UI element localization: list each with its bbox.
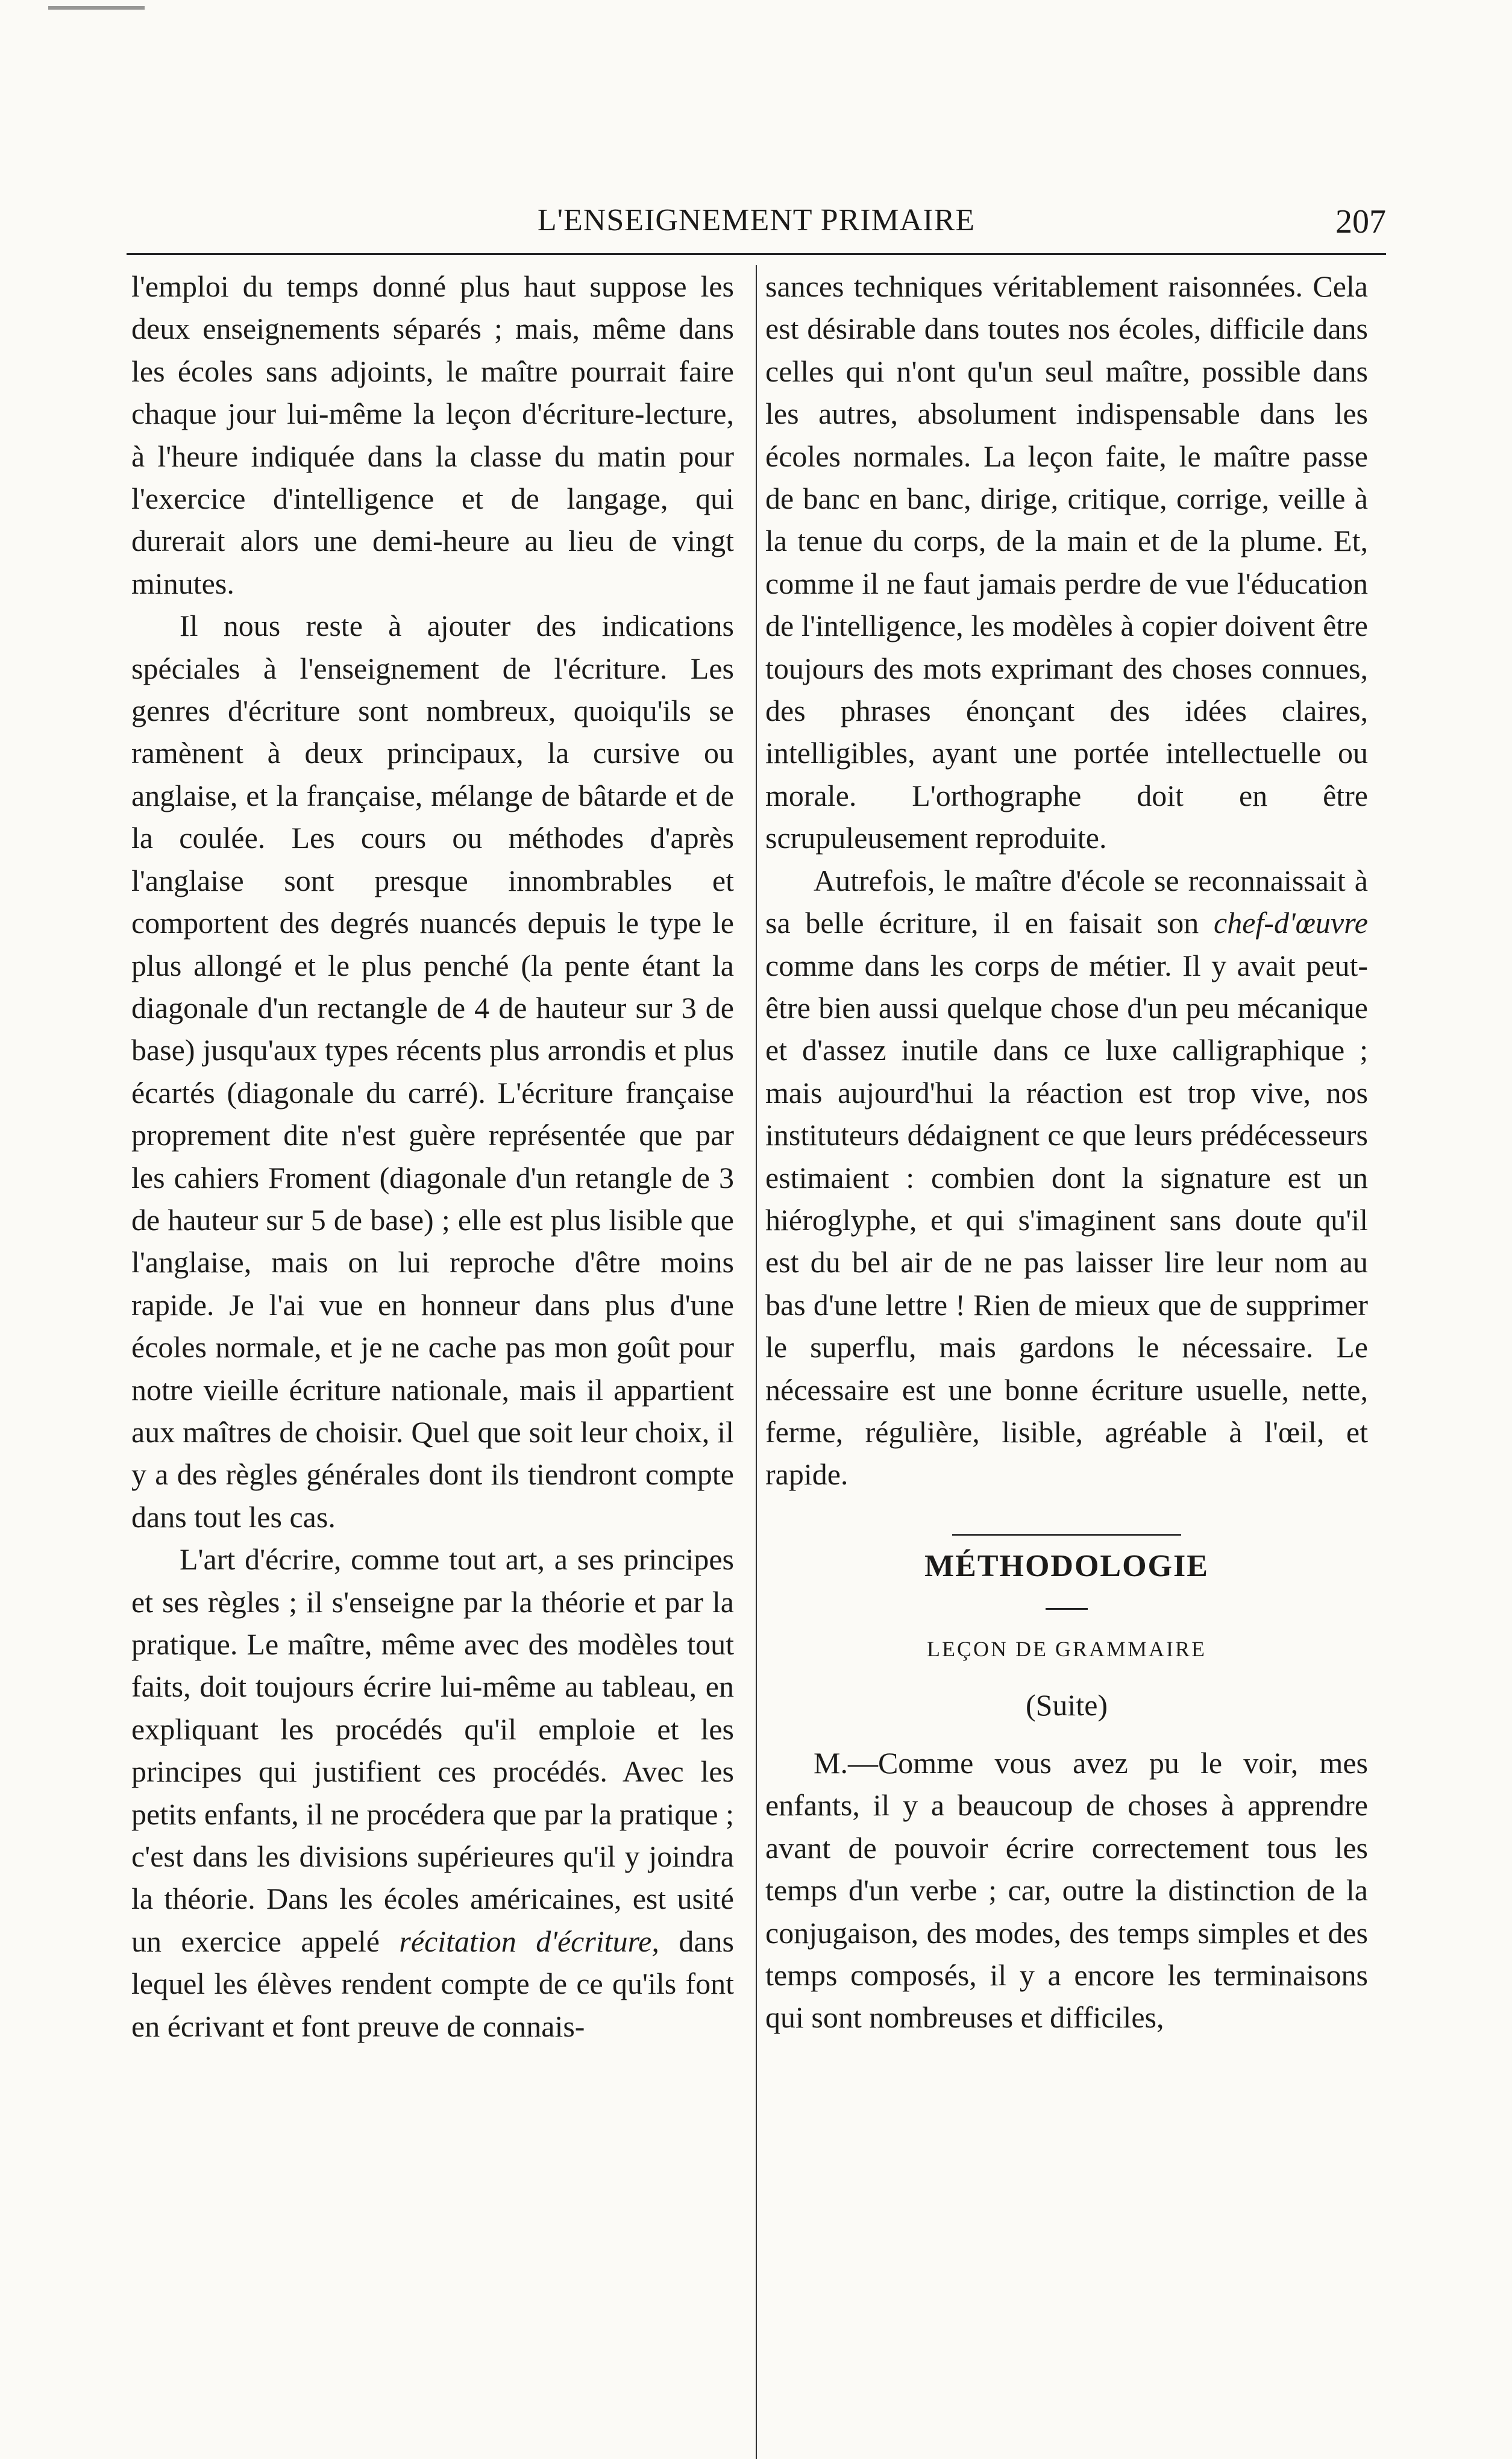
text-run: comme dans les corps de métier. Il y avait peut-être bien aussi quelque chose d'un peu mécanique et d'assez inutile dans ce luxe calligraphique ; mais aujourd'hui la réaction est trop vive, nos instituteurs dédaignent ce que leurs prédécesseurs estimaient : combien dont la signature est un hiéroglyphe, et qui s'imaginent sans doute qu'il est du bel air de ne pas laisser lire leur nom au bas d'une lettre ! Rien de mieux que de supprimer le superflu, mais gardons le nécessaire. Le nécessaire est une bonne écriture usuelle, nette, ferme, régulière, lisible, agréable à l'œil, et rapide. bbox=[765, 948, 1368, 1492]
text-run: Autrefois, le maître d'école se reconnaissait à sa belle écriture, il en faisait son bbox=[765, 863, 1368, 940]
section-separator bbox=[765, 1510, 1368, 1528]
header-rule bbox=[127, 253, 1386, 255]
separator-line bbox=[952, 1534, 1181, 1536]
page-header bbox=[127, 203, 1386, 251]
paragraph: l'emploi du temps donné plus haut suppose les deux enseignements séparés ; mais, même dans les écoles sans adjoints, le maître pourrait faire chaque jour lui-même la leçon d'écriture-lecture, à l'heure indiquée dans la classe du matin pour l'exercice d'intelligence et de langage, qui durerait alors une demi-heure au lieu de vingt minutes. bbox=[131, 269, 734, 600]
right-column bbox=[765, 265, 1368, 2039]
paragraph: M.—Comme vous avez pu le voir, mes enfants, il y a beaucoup de choses à apprendre avant de pouvoir écrire correctement tous les temps d'un verbe ; car, outre la distinction de la conjugaison, des modes, des temps simples et des temps composés, il y a encore les terminaisons qui sont nombreuses et difficiles, bbox=[765, 1746, 1368, 2035]
paragraph bbox=[765, 859, 1368, 1496]
page-number: 207 bbox=[1335, 203, 1386, 240]
italic-term: récitation d'écriture, bbox=[399, 1924, 659, 1958]
paragraph bbox=[131, 1538, 734, 2047]
column-divider bbox=[756, 265, 757, 2459]
paragraph: sances techniques véritablement raisonnées. Cela est désirable dans toutes nos écoles, difficile dans celles qui n'ont qu'un seul maître, possible dans les autres, absolument indispensable dans les écoles normales. La leçon faite, le maître passe de banc en banc, dirige, critique, corrige, veille à la tenue du corps, de la main et de la plume. Et, comme il ne faut jamais perdre de vue l'éducation de l'intelligence, les modèles à copier doivent être toujours des mots exprimant des choses connues, des phrases énonçant des idées claires, intelligibles, ayant une portée intellectuelle ou morale. L'orthographe doit en être scrupuleusement reproduite. bbox=[765, 269, 1368, 855]
section-subtitle: LEÇON DE GRAMMAIRE bbox=[927, 1637, 1206, 1662]
text-run: dans lequel les élèves rendent compte de ce qu'ils font en écrivant et font preuve de connais- bbox=[131, 1924, 734, 2043]
text-run: L'art d'écrire, comme tout art, a ses principes et ses règles ; il s'enseigne par la théorie et par la pratique. Le maître, même avec des modèles tout faits, doit toujours écrire lui-même au tableau, en expliquant les procédés qu'il emploie et les principes qui justifient ces procédés. Avec les petits enfants, il ne procédera que par la pratique ; c'est dans les divisions supérieures qu'il y joindra la théorie. Dans les écoles américaines, est usité un exercice appelé bbox=[131, 1542, 734, 1958]
section-title: MÉTHODOLOGIE bbox=[924, 1548, 1209, 1583]
scan-mark bbox=[48, 6, 145, 27]
section-continuation: (Suite) bbox=[1025, 1688, 1108, 1722]
title-rule bbox=[1046, 1608, 1088, 1610]
italic-term: chef-d'œuvre bbox=[1214, 906, 1368, 940]
paragraph: Il nous reste à ajouter des indications spéciales à l'enseignement de l'écriture. Les genres d'écriture sont nombreux, quoiqu'ils se ramènent à deux principaux, la cursive ou anglaise, et la française, mélange de bâtarde et de la coulée. Les cours ou méthodes d'après l'anglaise sont presque innombrables et comportent des degrés nuancés depuis le type le plus allongé et le plus penché (la pente étant la diagonale d'un rectangle de 4 de hauteur sur 3 de base) jusqu'aux types récents plus arrondis et plus écartés (diagonale du carré). L'écriture française proprement dite n'est guère représentée que par les cahiers Froment (diagonale d'un retangle de 3 de hauteur sur 5 de base) ; elle est plus lisible que l'anglaise, mais on lui reproche d'être moins rapide. Je l'ai vue en honneur dans plus d'une écoles normale, et je ne cache pas mon goût pour notre vieille écriture nationale, mais il appartient aux maîtres de choisir. Quel que soit leur choix, il y a des règles générales dont ils tiendront compte dans tout les cas. bbox=[131, 609, 734, 1534]
running-title: L'ENSEIGNEMENT PRIMAIRE bbox=[537, 203, 976, 237]
left-column bbox=[131, 265, 734, 2047]
